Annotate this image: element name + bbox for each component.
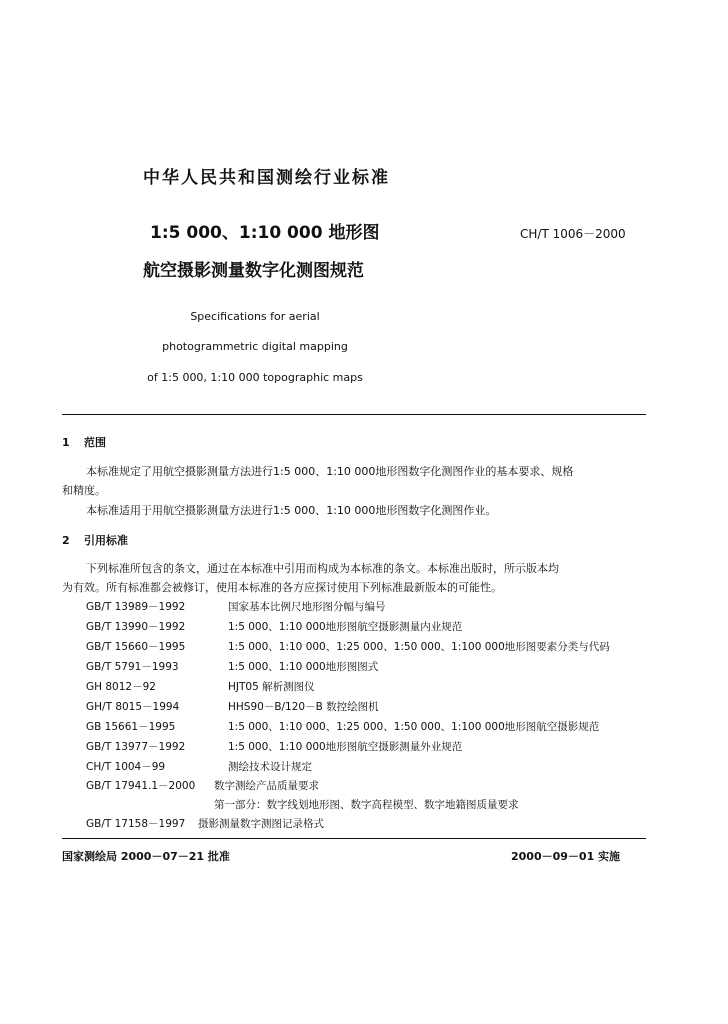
section-heading-scope <box>62 434 106 450</box>
section-heading-references <box>62 532 128 548</box>
reference-item <box>86 719 599 734</box>
reference-code: GB/T 17158－1997 <box>86 818 186 830</box>
implementation-date: 2000－09－01 实施 <box>511 850 621 863</box>
reference-title: 测绘技术设计规定 <box>228 761 312 773</box>
section-number: 1 <box>62 436 70 449</box>
reference-title: 1:5 000、1:10 000地形图航空摄影测量外业规范 <box>228 741 463 753</box>
english-title-line1: Specifications for aerial <box>190 310 320 323</box>
reference-item <box>86 599 386 614</box>
reference-title: 1:5 000、1:10 000地形图航空摄影测量内业规范 <box>228 621 463 633</box>
reference-title: 国家基本比例尺地形图分幅与编号 <box>228 601 386 613</box>
footer-divider <box>62 838 646 839</box>
references-intro-line-2: 为有效。所有标准都会被修订，使用本标准的各方应探讨使用下列标准最新版本的可能性。 <box>62 581 502 594</box>
reference-code: CH/T 1004－99 <box>86 761 166 773</box>
reference-code: GB/T 17941.1－2000 <box>86 780 196 792</box>
section-number: 2 <box>62 534 70 547</box>
document-title-line1: 1:5 000、1:10 000 地形图 <box>150 223 380 243</box>
english-title-line2: photogrammetric digital mapping <box>162 340 348 353</box>
document-title-line2: 航空摄影测量数字化测图规范 <box>143 261 364 281</box>
reference-code: GB/T 15660－1995 <box>86 641 186 653</box>
reference-item <box>86 778 319 793</box>
reference-item <box>86 739 462 754</box>
english-title-line3: of 1:5 000, 1:10 000 topographic maps <box>147 371 363 384</box>
reference-item <box>86 759 312 774</box>
reference-code: GB/T 13990－1992 <box>86 621 186 633</box>
reference-code: GH 8012－92 <box>86 681 156 693</box>
reference-code: GH/T 8015－1994 <box>86 701 180 713</box>
reference-title: 1:5 000、1:10 000地形图图式 <box>228 661 379 673</box>
header-divider <box>62 414 646 415</box>
reference-item <box>86 699 379 714</box>
reference-item-continuation <box>214 797 519 812</box>
reference-item <box>86 816 324 831</box>
standard-code: CH/T 1006－2000 <box>520 227 626 241</box>
section-title: 范围 <box>84 436 106 449</box>
reference-item <box>86 679 315 694</box>
reference-item <box>86 639 610 654</box>
standard-category-title: 中华人民共和国测绘行业标准 <box>143 168 390 188</box>
reference-title: 数字测绘产品质量要求 <box>214 780 319 792</box>
reference-code: GB 15661－1995 <box>86 721 176 733</box>
reference-title: 1:5 000、1:10 000、1:25 000、1:50 000、1:100 000地形图要素分类与代码 <box>228 641 610 653</box>
scope-paragraph-1-line-1: 本标准规定了用航空摄影测量方法进行1:5 000、1:10 000地形图数字化测图作业的基本要求、规格 <box>86 465 574 478</box>
reference-item <box>86 619 462 634</box>
reference-title: 1:5 000、1:10 000、1:25 000、1:50 000、1:100 000地形图航空摄影规范 <box>228 721 600 733</box>
reference-code: GB/T 5791－1993 <box>86 661 179 673</box>
reference-title: 第一部分：数字线划地形图、数字高程模型、数字地籍图质量要求 <box>214 799 519 811</box>
reference-code: GB/T 13977－1992 <box>86 741 186 753</box>
scope-paragraph-1-line-2: 和精度。 <box>62 484 106 497</box>
reference-item <box>86 659 378 674</box>
reference-title: HJT05 解析测图仪 <box>228 681 315 693</box>
approval-line: 国家测绘局 2000－07－21 批准 <box>62 850 230 863</box>
references-intro-line-1: 下列标准所包含的条文，通过在本标准中引用而构成为本标准的条文。本标准出版时，所示版本均 <box>86 562 559 575</box>
scope-paragraph-2: 本标准适用于用航空摄影测量方法进行1:5 000、1:10 000地形图数字化测图作业。 <box>86 504 497 517</box>
reference-code: GB/T 13989－1992 <box>86 601 186 613</box>
reference-title: 摄影测量数字测图记录格式 <box>198 818 324 830</box>
reference-title: HHS90－B/120－B 数控绘图机 <box>228 701 379 713</box>
section-title: 引用标准 <box>84 534 128 547</box>
